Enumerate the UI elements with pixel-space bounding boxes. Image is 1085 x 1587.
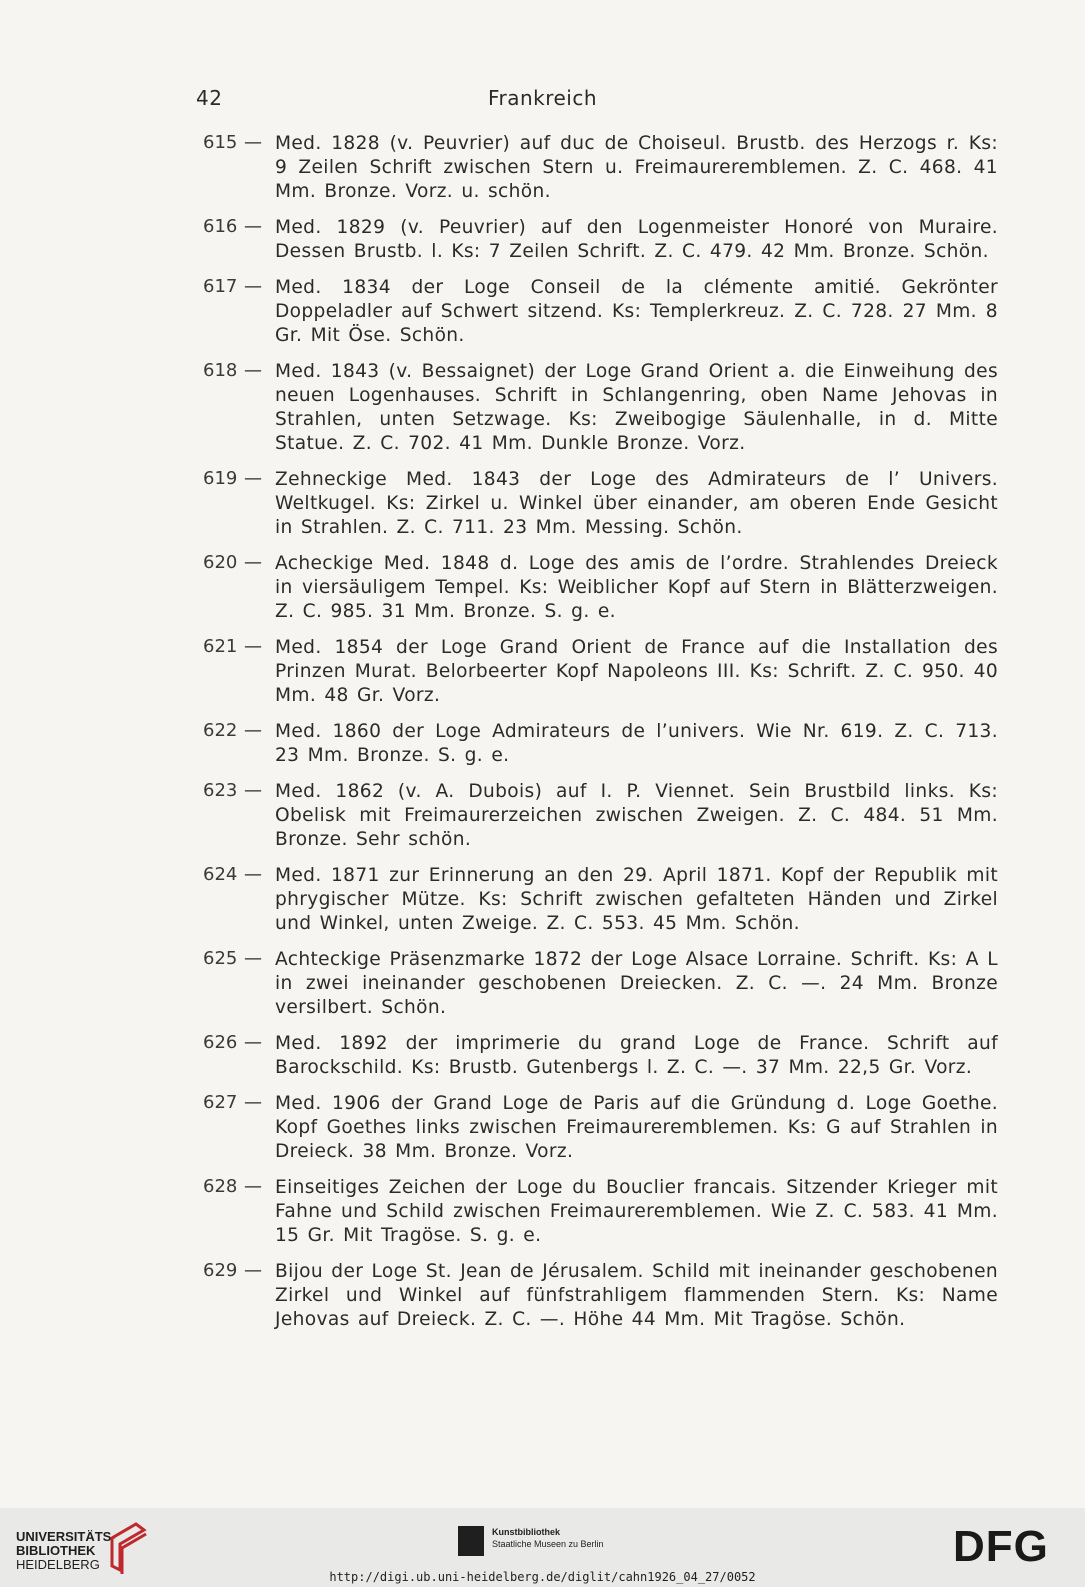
- ub-logo-line: UNIVERSITÄTS-: [16, 1529, 116, 1544]
- entry-number: 620: [203, 552, 238, 573]
- catalogue-entry: [203, 864, 998, 936]
- entry-number: 625: [203, 948, 238, 969]
- entry-text: Med. 1862 (v. A. Dubois) auf I. P. Viennet. Sein Brustbild links. Ks: Obelisk mit Freimaurerzeichen zwischen Zweigen. Z. C. 484. 51 Mm. Bronze. Sehr schön.: [275, 781, 998, 850]
- kunstbibliothek-mark-icon: [458, 1526, 484, 1556]
- ub-heidelberg-logo[interactable]: [16, 1530, 116, 1572]
- ub-logo-line: BIBLIOTHEK: [16, 1543, 96, 1558]
- entry-number: 618: [203, 360, 238, 381]
- ub-logo-line: HEIDELBERG: [16, 1557, 100, 1572]
- catalogue-entry: [203, 468, 998, 540]
- entry-dash: —: [244, 216, 262, 237]
- entry-dash: —: [244, 948, 262, 969]
- catalogue-entry: [203, 948, 998, 1020]
- entry-number: 623: [203, 780, 238, 801]
- running-title: Frankreich: [487, 86, 598, 110]
- entry-text: Med. 1843 (v. Bessaignet) der Loge Grand Orient a. die Einweihung des neuen Logenhauses. Schrift in Schlangenring, oben Name Jehovas in Strahlen, unten Setzwage. Ks: Zweibogige Säulenhalle, in d. Mitte Statue. Z. C. 702. 41 Mm. Dunkle Bronze. Vorz.: [275, 361, 998, 454]
- kb-line: Staatliche Museen zu Berlin: [492, 1539, 604, 1549]
- catalogue-entry: [203, 1032, 998, 1080]
- entry-number: 626: [203, 1032, 238, 1053]
- entry-dash: —: [244, 864, 262, 885]
- entry-dash: —: [244, 1032, 262, 1053]
- catalogue-entry: [203, 1176, 998, 1248]
- entry-number: 628: [203, 1176, 238, 1197]
- entry-number: 622: [203, 720, 238, 741]
- catalogue-entry: [203, 1260, 998, 1332]
- entry-text: Med. 1854 der Loge Grand Orient de France auf die Installation des Prinzen Murat. Belorbeerter Kopf Napoleons III. Ks: Schrift. Z. C. 950. 40 Mm. 48 Gr. Vorz.: [275, 637, 998, 706]
- entry-text: Zehneckige Med. 1843 der Loge des Admirateurs de l’ Univers. Weltkugel. Ks: Zirkel u. Winkel über einander, am oberen Ende Gesicht in Strahlen. Z. C. 711. 23 Mm. Messing. Schön.: [275, 469, 998, 538]
- entry-text: Bijou der Loge St. Jean de Jérusalem. Schild mit ineinander geschobenen Zirkel und Winkel auf fünfstrahligem flammenden Stern. Ks: Name Jehovas auf Dreieck. Z. C. —. Höhe 44 Mm. Mit Tragöse. Schön.: [275, 1261, 998, 1330]
- catalogue-entry: [203, 276, 998, 348]
- entry-text: Med. 1834 der Loge Conseil de la clémente amitié. Gekrönter Doppeladler auf Schwert sitzend. Ks: Templerkreuz. Z. C. 728. 27 Mm. 8 Gr. Mit Öse. Schön.: [275, 277, 998, 346]
- entry-text: Med. 1860 der Loge Admirateurs de l’univers. Wie Nr. 619. Z. C. 713. 23 Mm. Bronze. S. g. e.: [275, 721, 998, 766]
- entry-number: 621: [203, 636, 238, 657]
- entry-text: Acheckige Med. 1848 d. Loge des amis de l’ordre. Strahlendes Dreieck in viersäuligem Tempel. Ks: Weiblicher Kopf auf Stern in Blätterzweigen. Z. C. 985. 31 Mm. Bronze. S. g. e.: [275, 553, 998, 622]
- entry-text: Med. 1892 der imprimerie du grand Loge de France. Schrift auf Barockschild. Ks: Brustb. Gutenbergs l. Z. C. —. 37 Mm. 22,5 Gr. Vorz.: [275, 1033, 998, 1078]
- entry-dash: —: [244, 276, 262, 297]
- entry-dash: —: [244, 636, 262, 657]
- page-number: 42: [196, 86, 223, 110]
- catalogue-entry: [203, 132, 998, 204]
- entry-number: 627: [203, 1092, 238, 1113]
- catalogue-entries: [203, 132, 998, 1344]
- entry-number: 615: [203, 132, 238, 153]
- kb-line: Kunstbibliothek: [492, 1527, 560, 1537]
- entry-dash: —: [244, 360, 262, 381]
- ub-logo-mark-icon: [106, 1518, 150, 1576]
- entry-number: 624: [203, 864, 238, 885]
- entry-number: 619: [203, 468, 238, 489]
- entry-text: Achteckige Präsenzmarke 1872 der Loge Alsace Lorraine. Schrift. Ks: A L in zwei ineinander geschobenen Dreiecken. Z. C. —. 24 Mm. Bronze versilbert. Schön.: [275, 949, 998, 1018]
- entry-text: Med. 1871 zur Erinnerung an den 29. April 1871. Kopf der Republik mit phrygischer Mütze. Ks: Schrift zwischen gefalteten Händen und Zirkel und Winkel, unten Zweige. Z. C. 553. 45 Mm. Schön.: [275, 865, 998, 934]
- entry-text: Med. 1828 (v. Peuvrier) auf duc de Choiseul. Brustb. des Herzogs r. Ks: 9 Zeilen Schrift zwischen Stern u. Freimaureremblemen. Z. C. 468. 41 Mm. Bronze. Vorz. u. schön.: [275, 133, 998, 202]
- kunstbibliothek-label: [492, 1526, 692, 1550]
- entry-text: Med. 1906 der Grand Loge de Paris auf die Gründung d. Loge Goethe. Kopf Goethes links zwischen Freimaureremblemen. Ks: G auf Strahlen in Dreieck. 38 Mm. Bronze. Vorz.: [275, 1093, 998, 1162]
- catalogue-entry: [203, 636, 998, 708]
- catalogue-entry: [203, 360, 998, 456]
- entry-text: Med. 1829 (v. Peuvrier) auf den Logenmeister Honoré von Muraire. Dessen Brustb. l. Ks: 7 Zeilen Schrift. Z. C. 479. 42 Mm. Bronze. Schön.: [275, 217, 998, 262]
- entry-dash: —: [244, 552, 262, 573]
- entry-number: 617: [203, 276, 238, 297]
- catalogue-entry: [203, 552, 998, 624]
- entry-dash: —: [244, 780, 262, 801]
- catalogue-entry: [203, 1092, 998, 1164]
- entry-text: Einseitiges Zeichen der Loge du Bouclier francais. Sitzender Krieger mit Fahne und Schild zwischen Freimaureremblemen. Wie Z. C. 583. 41 Mm. 15 Gr. Mit Tragöse. S. g. e.: [275, 1177, 998, 1246]
- catalogue-entry: [203, 216, 998, 264]
- catalogue-entry: [203, 720, 998, 768]
- viewer-footer: [0, 1508, 1085, 1587]
- entry-dash: —: [244, 720, 262, 741]
- source-url[interactable]: http://digi.ub.uni-heidelberg.de/diglit/cahn1926_04_27/0052: [329, 1570, 756, 1584]
- entry-dash: —: [244, 1092, 262, 1113]
- entry-number: 616: [203, 216, 238, 237]
- entry-dash: —: [244, 468, 262, 489]
- entry-dash: —: [244, 1176, 262, 1197]
- entry-number: 629: [203, 1260, 238, 1281]
- catalogue-entry: [203, 780, 998, 852]
- entry-dash: —: [244, 132, 262, 153]
- entry-dash: —: [244, 1260, 262, 1281]
- dfg-logo[interactable]: DFG: [953, 1522, 1049, 1571]
